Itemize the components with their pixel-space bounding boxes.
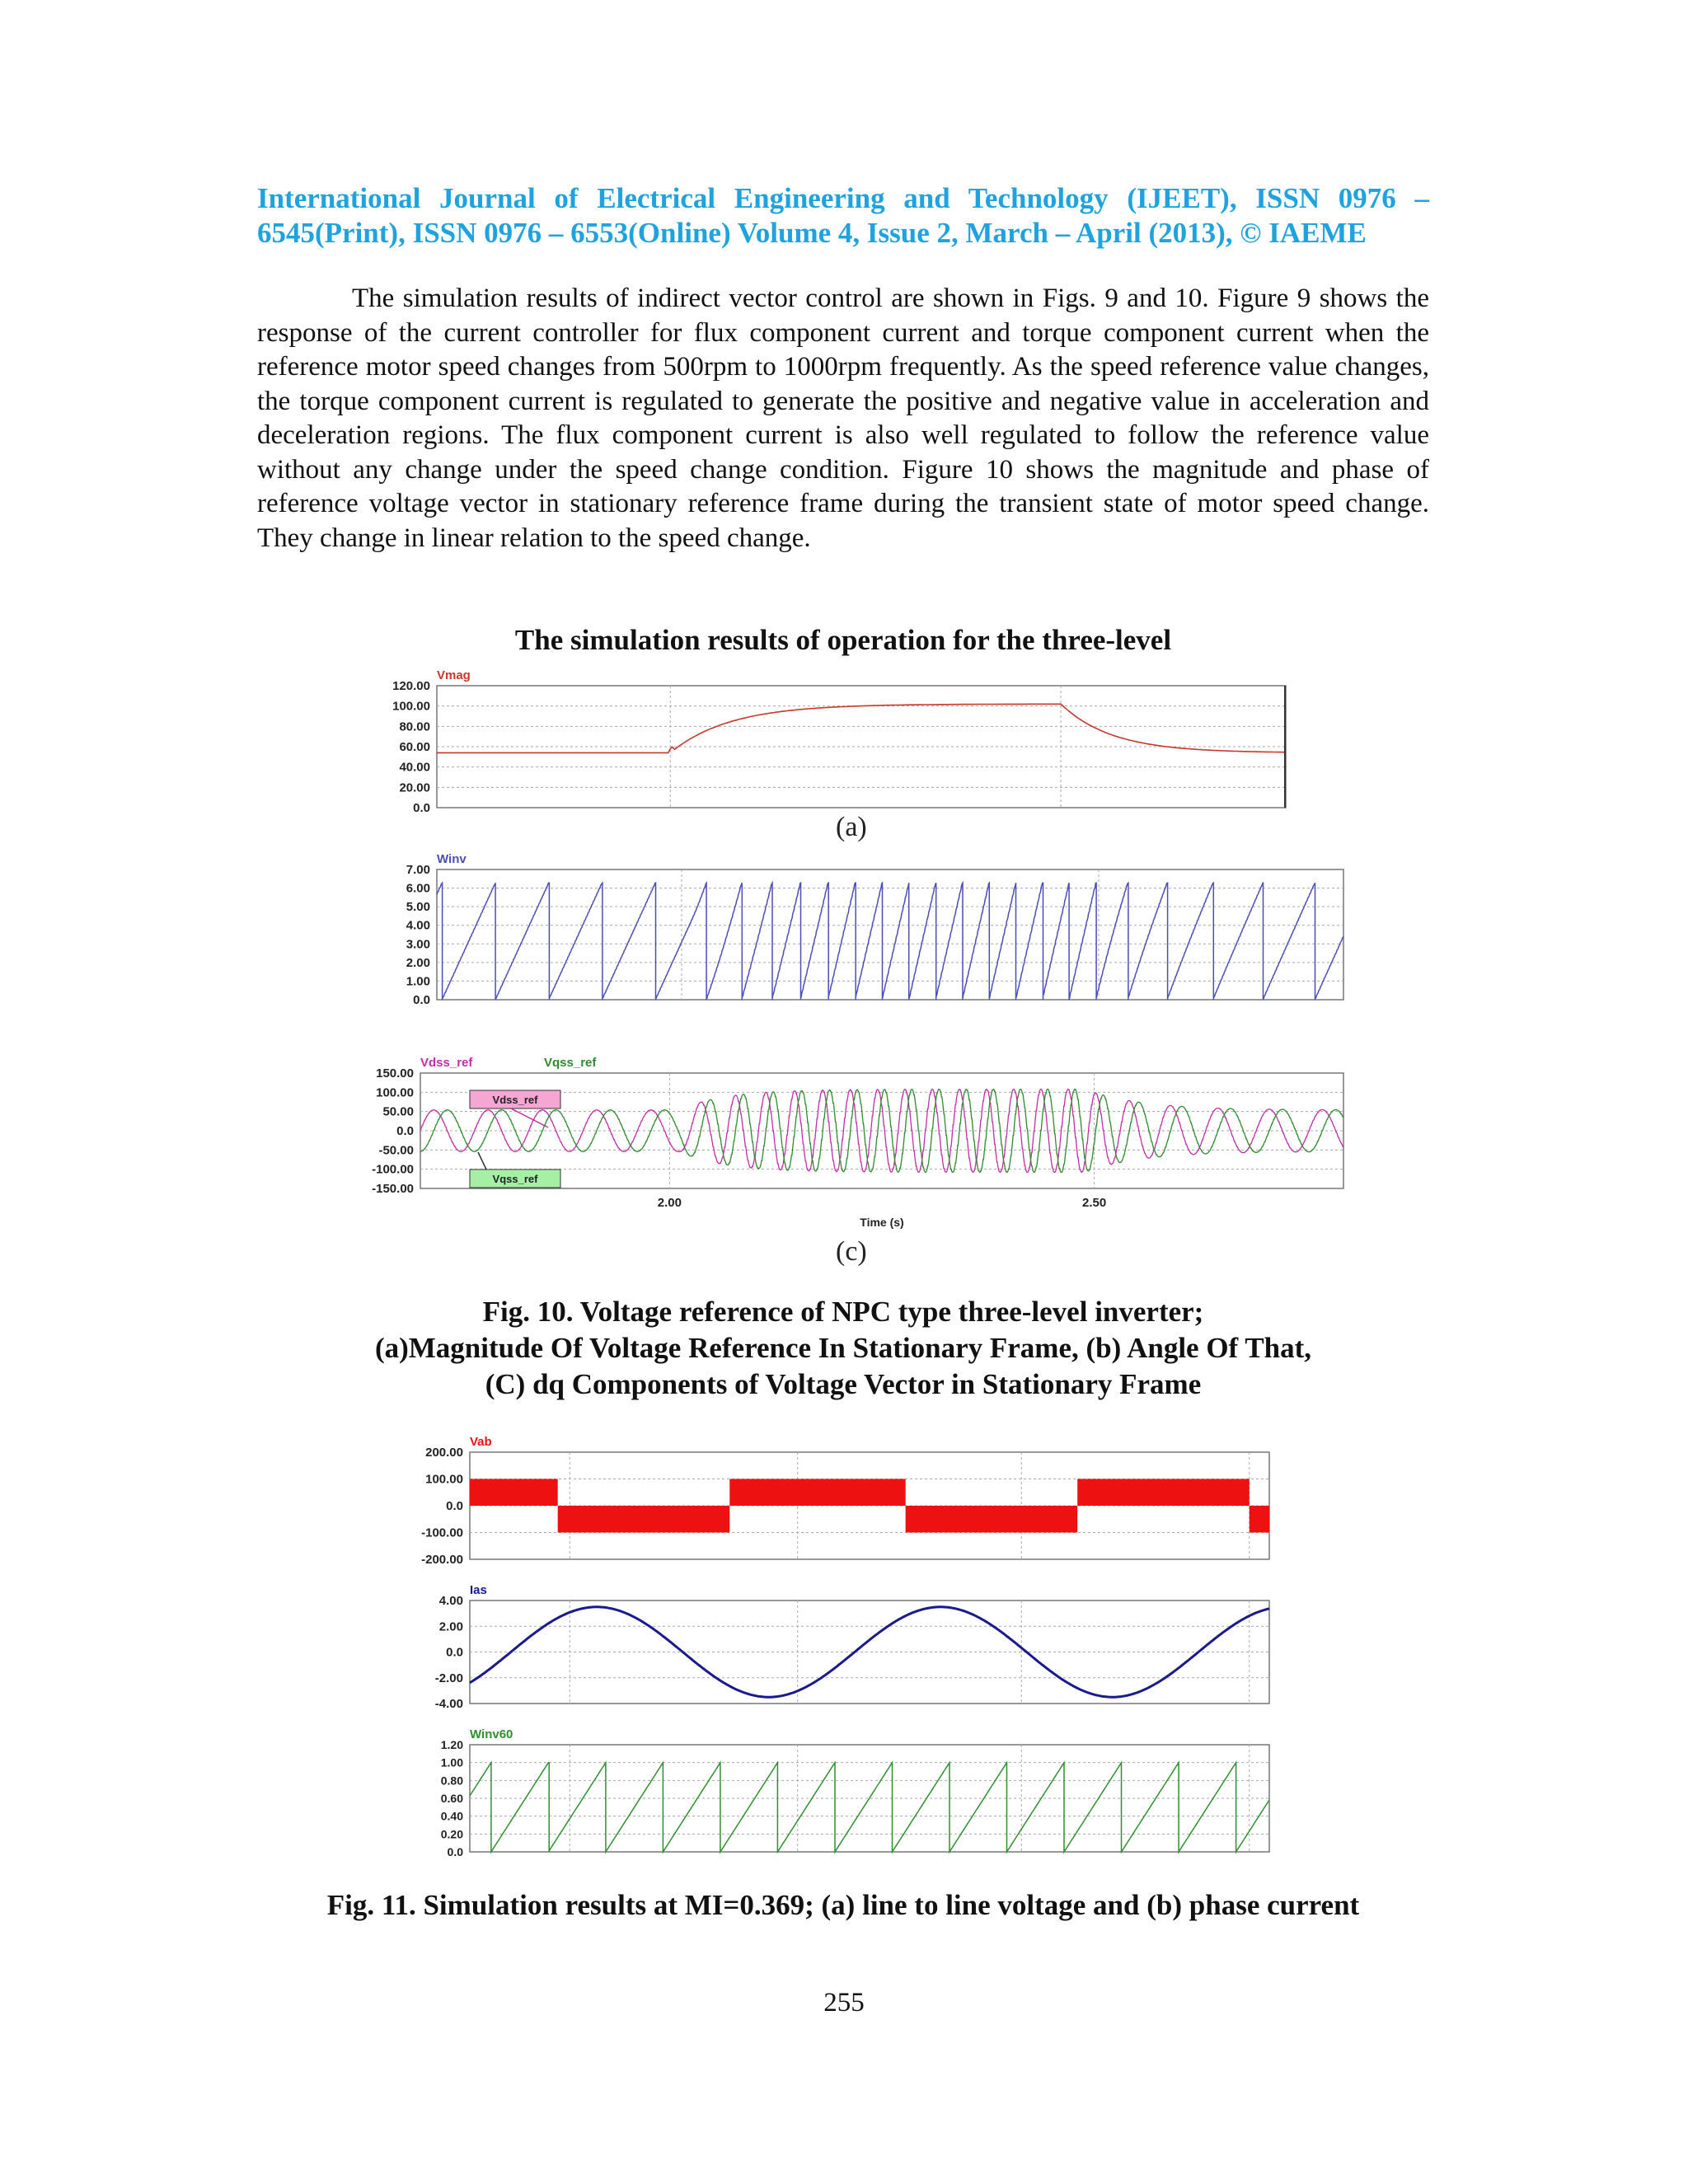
series-title: Vmag	[437, 668, 471, 682]
series-title: Winv60	[470, 1727, 513, 1741]
y-tick-label: 3.00	[406, 937, 430, 952]
annotation-vqss-label: Vqss_ref	[492, 1173, 538, 1185]
fig10-caption-line3: (C) dq Components of Voltage Vector in Stationary Frame	[485, 1368, 1202, 1400]
fig10-caption-line2: (a)Magnitude Of Voltage Reference In Stationary Frame, (b) Angle Of That,	[374, 1332, 1312, 1364]
figure-heading: The simulation results of operation for the three-level	[514, 624, 1172, 656]
series-title: Vdss_ref	[420, 1056, 473, 1070]
y-tick-label: 100.00	[376, 1085, 414, 1100]
y-tick-label: 1.00	[440, 1755, 463, 1769]
y-tick-label: 0.0	[447, 1845, 463, 1858]
y-tick-label: 7.00	[406, 863, 430, 877]
y-tick-label: -2.00	[434, 1671, 463, 1685]
journal-header-line1: International Journal of Electrical Engineering and Technology (IJEET), ISSN 0976 –	[257, 182, 1429, 214]
page-number: 255	[823, 1988, 865, 2018]
x-tick-label: 2.00	[657, 1196, 682, 1210]
y-tick-label: 1.20	[440, 1738, 463, 1751]
y-tick-label: 0.0	[446, 1499, 463, 1513]
y-tick-label: 5.00	[406, 900, 430, 915]
plot-winv60	[387, 1727, 1278, 1863]
body-paragraph	[257, 282, 1429, 555]
series-title: Winv	[437, 852, 467, 866]
y-tick-label: 100.00	[425, 1472, 463, 1487]
y-tick-label: 200.00	[425, 1446, 463, 1460]
plot-frame	[437, 869, 1343, 1000]
fig11-caption: Fig. 11. Simulation results at MI=0.369; (a) line to line voltage and (b) phase current	[326, 1889, 1360, 1921]
fig10-caption-line1: Fig. 10. Voltage reference of NPC type three-level inverter;	[482, 1296, 1204, 1328]
vab-pulse	[1077, 1479, 1250, 1507]
y-tick-label: 4.00	[438, 1594, 463, 1608]
y-tick-label: 0.40	[440, 1809, 463, 1823]
plot-winv	[363, 849, 1352, 1010]
y-tick-label: 60.00	[399, 740, 430, 754]
plot-ias	[387, 1582, 1278, 1714]
vab-pulse	[1250, 1506, 1269, 1533]
y-tick-label: 120.00	[392, 679, 430, 693]
x-tick-label: 2.50	[1081, 1196, 1107, 1210]
vab-pulse	[470, 1479, 558, 1507]
body-text: The simulation results of indirect vector control are shown in Figs. 9 and 10. Figure 9 shows the response of the current controller for flux component current and torque component current when the reference motor speed changes from 500rpm to 1000rpm frequently. As the speed reference value changes, the torque component current is regulated to generate the positive and negative value in acceleration and deceleration regions. The flux component current is also well regulated to follow the reference value without any change under the speed change condition. Figure 10 shows the magnitude and phase of reference voltage vector in stationary reference frame during the transient state of motor speed change. They change in linear relation to the speed change.	[257, 284, 1429, 553]
y-tick-label: -100.00	[421, 1526, 463, 1540]
vab-pulse	[729, 1479, 905, 1507]
y-tick-label: 0.80	[440, 1774, 463, 1788]
plot-vdq	[338, 1055, 1352, 1228]
y-tick-label: 0.0	[396, 1124, 414, 1138]
series-title: Ias	[470, 1583, 487, 1597]
journal-header	[257, 181, 1429, 251]
y-tick-label: -100.00	[372, 1162, 414, 1177]
vab-pulse	[906, 1506, 1078, 1533]
x-axis-label: Time (s)	[860, 1216, 904, 1229]
plot-vab	[387, 1434, 1278, 1570]
y-tick-label: 2.00	[406, 955, 430, 970]
y-tick-label: 150.00	[376, 1066, 414, 1080]
y-tick-label: 4.00	[406, 918, 430, 933]
y-tick-label: 100.00	[392, 699, 430, 714]
vab-pulse	[558, 1506, 730, 1533]
series-title: Vqss_ref	[544, 1056, 597, 1070]
subfigure-label-c: (c)	[836, 1236, 867, 1267]
y-tick-label: 40.00	[399, 760, 430, 775]
y-tick-label: 0.0	[413, 993, 430, 1007]
y-tick-label: 0.0	[413, 801, 430, 815]
y-tick-label: 20.00	[399, 780, 430, 795]
subfigure-label-a: (a)	[836, 812, 867, 842]
y-tick-label: 50.00	[382, 1104, 414, 1119]
annotation-vdss-label: Vdss_ref	[492, 1094, 538, 1106]
y-tick-label: -4.00	[434, 1697, 463, 1711]
y-tick-label: -150.00	[372, 1182, 414, 1196]
y-tick-label: 0.60	[440, 1792, 463, 1805]
y-tick-label: 2.00	[438, 1619, 463, 1634]
fig10-caption	[257, 1294, 1429, 1403]
journal-header-line2: 6545(Print), ISSN 0976 – 6553(Online) Volume 4, Issue 2, March – April (2013), © IAEME	[257, 217, 1367, 249]
y-tick-label: -200.00	[421, 1553, 463, 1567]
series-title: Vab	[470, 1435, 492, 1449]
y-tick-label: 0.0	[446, 1645, 463, 1660]
y-tick-label: 80.00	[399, 719, 430, 734]
plot-frame	[437, 686, 1286, 808]
y-tick-label: 6.00	[406, 881, 430, 896]
y-tick-label: 1.00	[406, 974, 430, 989]
y-tick-label: -50.00	[378, 1143, 414, 1158]
plot-vmag	[363, 668, 1335, 816]
y-tick-label: 0.20	[440, 1827, 463, 1841]
